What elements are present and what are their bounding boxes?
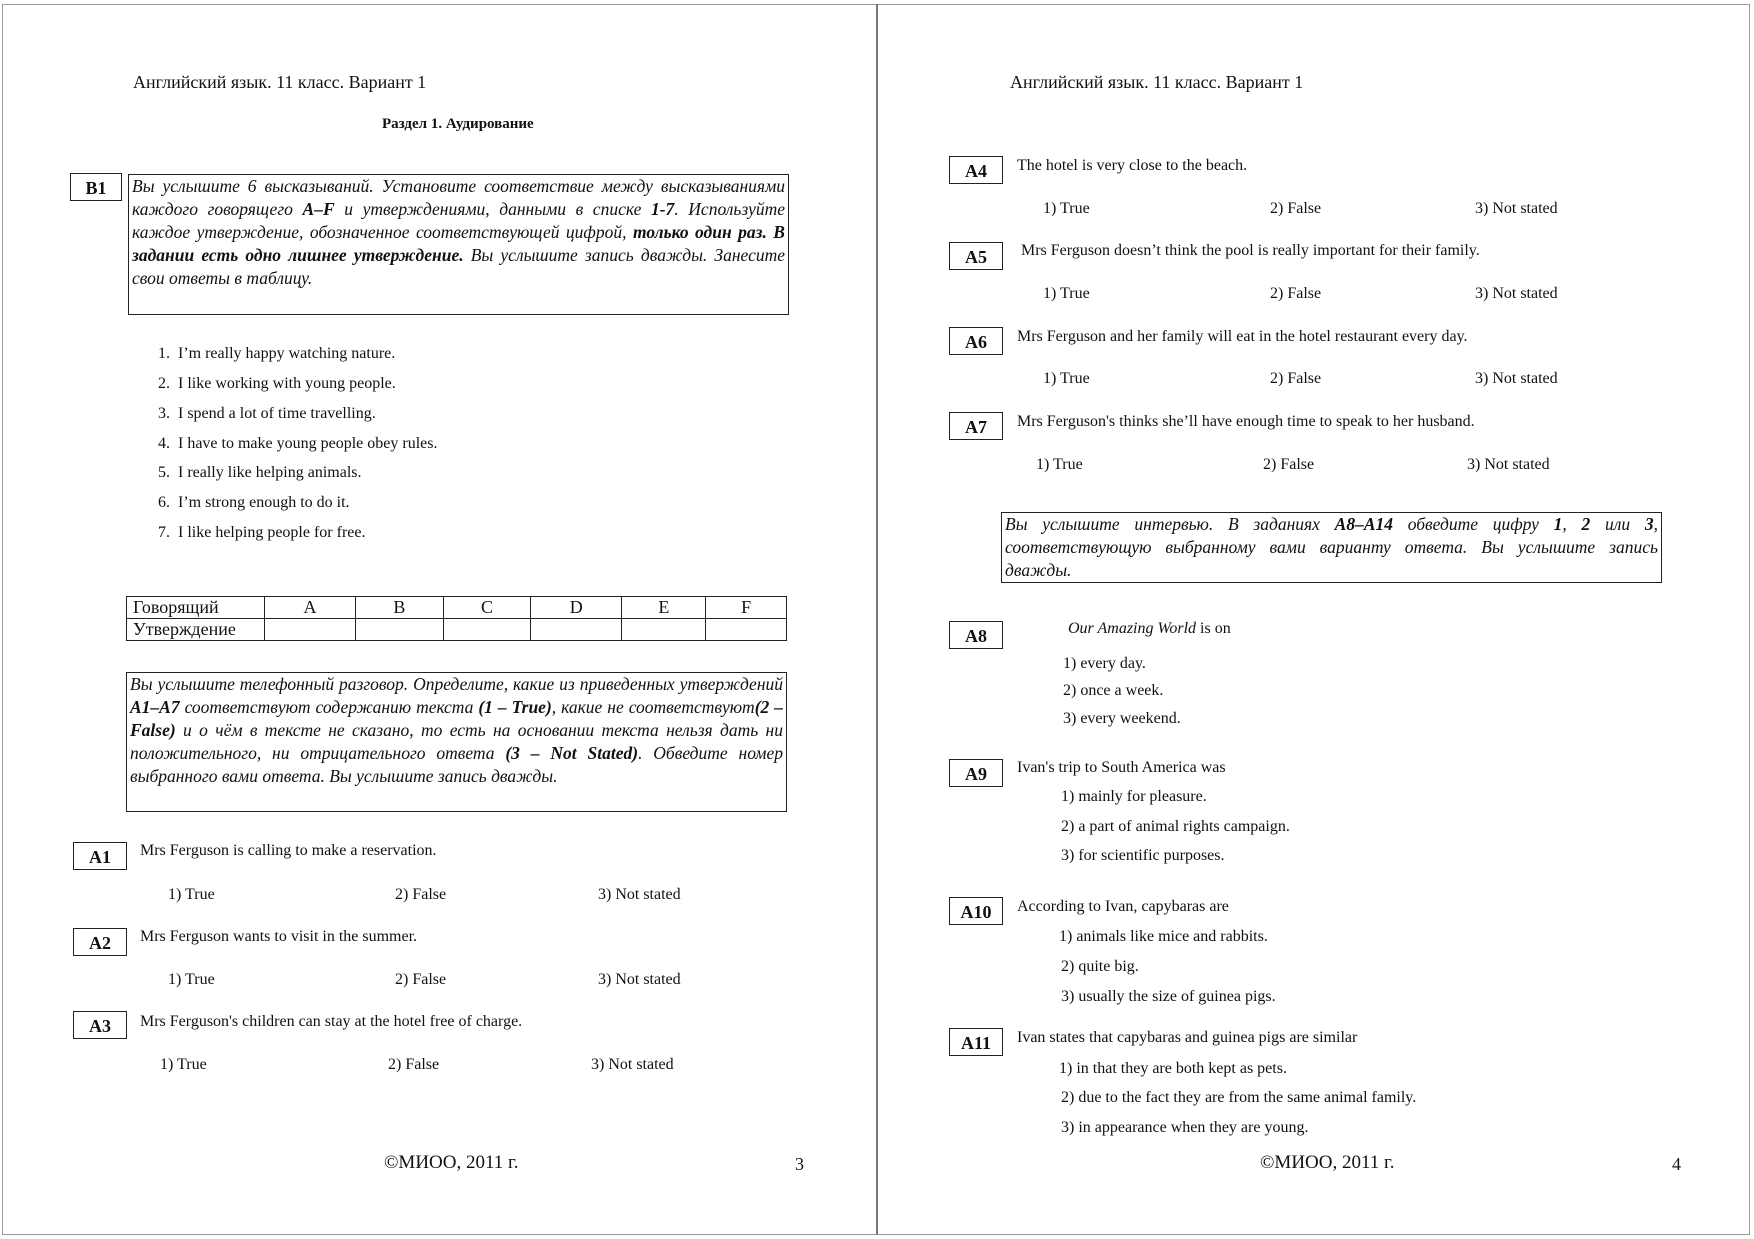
option-false[interactable]: 2) False bbox=[395, 886, 447, 903]
option-3[interactable]: 3) in appearance when they are young. bbox=[1061, 1119, 1309, 1136]
table-col-header: F bbox=[706, 597, 787, 619]
statement-item: 7. I like helping people for free. bbox=[158, 524, 366, 541]
option-false[interactable]: 2) False bbox=[1270, 200, 1322, 217]
option-false[interactable]: 2) False bbox=[395, 971, 447, 988]
task-question: Ivan's trip to South America was bbox=[1017, 759, 1226, 776]
task-question: The hotel is very close to the beach. bbox=[1017, 157, 1248, 174]
option-true[interactable]: 1) True bbox=[1043, 370, 1090, 387]
statement-item: 6. I’m strong enough to do it. bbox=[158, 494, 350, 511]
task-question: Mrs Ferguson and her family will eat in the hotel restaurant every day. bbox=[1017, 328, 1468, 345]
task-question: Mrs Ferguson's thinks she’ll have enough time to speak to her husband. bbox=[1017, 413, 1475, 430]
option-1[interactable]: 1) animals like mice and rabbits. bbox=[1059, 928, 1268, 945]
task-label-a11: A11 bbox=[949, 1028, 1003, 1056]
table-col-header: E bbox=[622, 597, 706, 619]
option-not-stated[interactable]: 3) Not stated bbox=[1467, 456, 1550, 473]
option-1[interactable]: 1) in that they are both kept as pets. bbox=[1059, 1060, 1287, 1077]
task-question: According to Ivan, capybaras are bbox=[1017, 898, 1229, 915]
option-false[interactable]: 2) False bbox=[1263, 456, 1315, 473]
table-row-label: Утверждение bbox=[127, 619, 265, 641]
left-footer-copyright: ©МИОО, 2011 г. bbox=[384, 1152, 519, 1173]
task-label-a8: A8 bbox=[949, 621, 1003, 649]
statement-item: 3. I spend a lot of time travelling. bbox=[158, 405, 376, 422]
task-question: Mrs Ferguson's children can stay at the hotel free of charge. bbox=[140, 1013, 523, 1030]
table-col-header: D bbox=[531, 597, 622, 619]
option-1[interactable]: 1) mainly for pleasure. bbox=[1061, 788, 1207, 805]
task-question: Ivan states that capybaras and guinea pigs are similar bbox=[1017, 1029, 1358, 1046]
left-page-header: Английский язык. 11 класс. Вариант 1 bbox=[133, 72, 427, 92]
option-not-stated[interactable]: 3) Not stated bbox=[591, 1056, 674, 1073]
table-row-label: Говорящий bbox=[127, 597, 265, 619]
option-not-stated[interactable]: 3) Not stated bbox=[1475, 285, 1558, 302]
task-label-a1: A1 bbox=[73, 842, 127, 870]
page-divider bbox=[876, 4, 878, 1235]
option-2[interactable]: 2) a part of animal rights campaign. bbox=[1061, 818, 1290, 835]
task-label-a3: A3 bbox=[73, 1011, 127, 1039]
option-true[interactable]: 1) True bbox=[1036, 456, 1083, 473]
task-question: Mrs Ferguson wants to visit in the summer. bbox=[140, 928, 418, 945]
answer-cell[interactable] bbox=[622, 619, 706, 641]
answer-table bbox=[126, 596, 787, 641]
answer-cell[interactable] bbox=[265, 619, 356, 641]
option-false[interactable]: 2) False bbox=[1270, 285, 1322, 302]
answer-cell[interactable] bbox=[356, 619, 444, 641]
option-2[interactable]: 2) due to the fact they are from the same animal family. bbox=[1061, 1089, 1417, 1106]
option-3[interactable]: 3) for scientific purposes. bbox=[1061, 847, 1225, 864]
option-not-stated[interactable]: 3) Not stated bbox=[1475, 200, 1558, 217]
table-col-header: B bbox=[356, 597, 444, 619]
tf-instructions: Вы услышите телефонный разговор. Определите, какие из приведенных утверждений А1–А7 соответствуют содержанию текста (1 – True), какие не соответствуют(2 – False) и о чём в тексте не сказано, то есть на основании текста нельзя дать ни положительного, ни отрицательного ответа (3 – Not Stated). Обведите номер выбранного вами ответа. Вы услышите запись дважды. bbox=[126, 672, 787, 812]
left-page-number: 3 bbox=[795, 1154, 804, 1174]
right-page-number: 4 bbox=[1672, 1154, 1681, 1174]
option-1[interactable]: 1) every day. bbox=[1063, 655, 1146, 672]
option-true[interactable]: 1) True bbox=[160, 1056, 207, 1073]
table-col-header: C bbox=[443, 597, 531, 619]
task-question: Mrs Ferguson doesn’t think the pool is really important for their family. bbox=[1021, 242, 1480, 259]
answer-cell[interactable] bbox=[531, 619, 622, 641]
right-page-header: Английский язык. 11 класс. Вариант 1 bbox=[1010, 72, 1304, 92]
task-label-a9: A9 bbox=[949, 759, 1003, 787]
answer-cell[interactable] bbox=[443, 619, 531, 641]
option-false[interactable]: 2) False bbox=[388, 1056, 440, 1073]
option-true[interactable]: 1) True bbox=[168, 971, 215, 988]
option-3[interactable]: 3) every weekend. bbox=[1063, 710, 1181, 727]
right-footer-copyright: ©МИОО, 2011 г. bbox=[1260, 1152, 1395, 1173]
statement-item: 1. I’m really happy watching nature. bbox=[158, 345, 396, 362]
section-title: Раздел 1. Аудирование bbox=[382, 116, 534, 132]
statement-item: 2. I like working with young people. bbox=[158, 375, 396, 392]
option-true[interactable]: 1) True bbox=[1043, 285, 1090, 302]
task-label-b1: B1 bbox=[70, 173, 122, 201]
table-col-header: A bbox=[265, 597, 356, 619]
interview-instructions: Вы услышите интервью. В заданиях А8–А14 обведите цифру 1, 2 или 3, соответствующую выбранному вами варианту ответа. Вы услышите запись дважды. bbox=[1001, 512, 1662, 583]
task-label-a6: A6 bbox=[949, 327, 1003, 355]
option-false[interactable]: 2) False bbox=[1270, 370, 1322, 387]
task-label-a5: A5 bbox=[949, 242, 1003, 270]
option-2[interactable]: 2) quite big. bbox=[1061, 958, 1139, 975]
option-true[interactable]: 1) True bbox=[1043, 200, 1090, 217]
statement-item: 4. I have to make young people obey rules. bbox=[158, 435, 438, 452]
answer-cell[interactable] bbox=[706, 619, 787, 641]
b1-instructions: Вы услышите 6 высказываний. Установите соответствие между высказываниями каждого говорящего A–F и утверждениями, данными в списке 1-7. Используйте каждое утверждение, обозначенное соответствующей цифрой, только один раз. В задании есть одно лишнее утверждение. Вы услышите запись дважды. Занесите свои ответы в таблицу. bbox=[128, 174, 789, 315]
option-not-stated[interactable]: 3) Not stated bbox=[598, 886, 681, 903]
task-question: Mrs Ferguson is calling to make a reservation. bbox=[140, 842, 437, 859]
option-not-stated[interactable]: 3) Not stated bbox=[598, 971, 681, 988]
task-question: Our Amazing World is on bbox=[1068, 620, 1231, 637]
option-2[interactable]: 2) once a week. bbox=[1063, 682, 1164, 699]
option-3[interactable]: 3) usually the size of guinea pigs. bbox=[1061, 988, 1276, 1005]
task-label-a2: A2 bbox=[73, 928, 127, 956]
task-label-a4: A4 bbox=[949, 156, 1003, 184]
task-label-a7: A7 bbox=[949, 412, 1003, 440]
statement-item: 5. I really like helping animals. bbox=[158, 464, 362, 481]
option-true[interactable]: 1) True bbox=[168, 886, 215, 903]
task-label-a10: A10 bbox=[949, 897, 1003, 925]
option-not-stated[interactable]: 3) Not stated bbox=[1475, 370, 1558, 387]
